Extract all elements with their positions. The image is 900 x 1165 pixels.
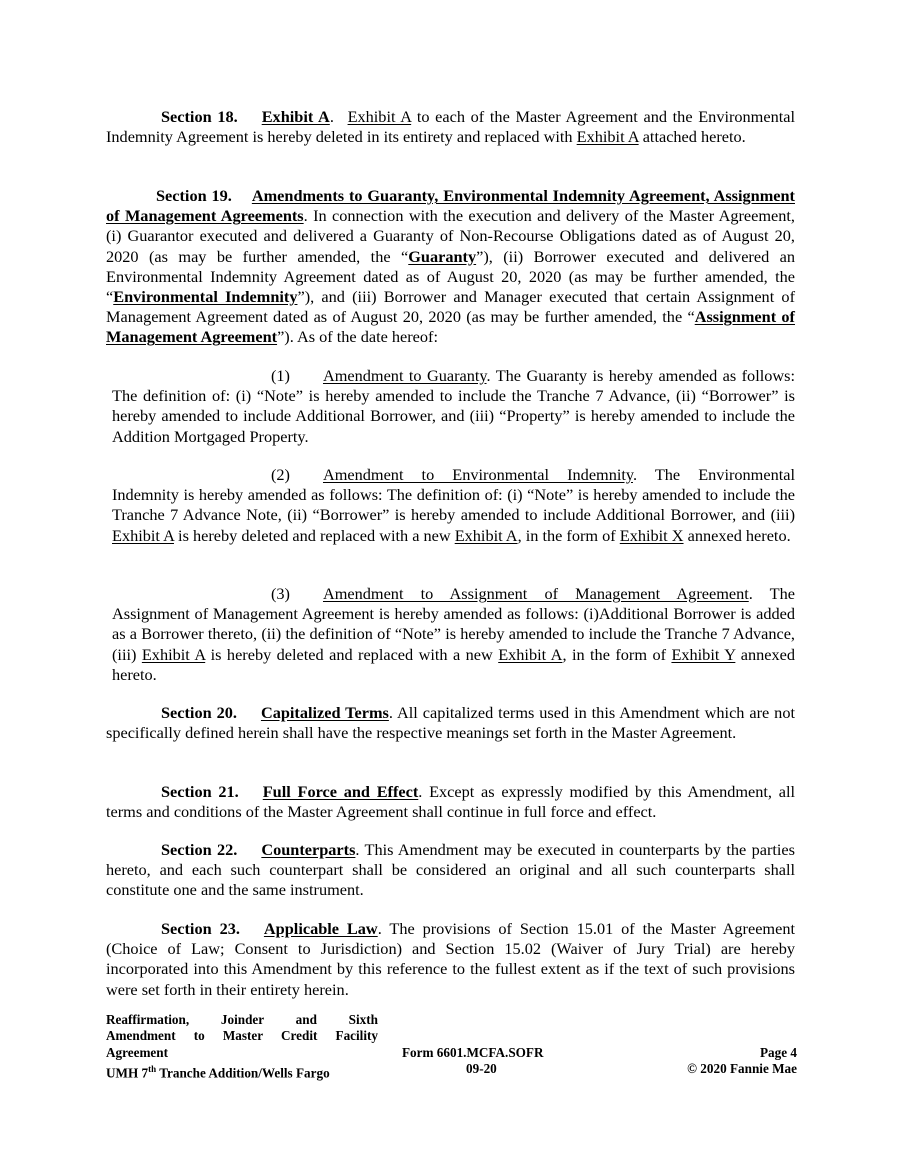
section-18-title: Exhibit A — [261, 107, 330, 126]
section-18-label: Section 18. — [161, 107, 238, 126]
item-title: Amendment to Guaranty — [322, 366, 487, 385]
section-19-title: Amendments to Guaranty, Environmental Indemnity Agreement, Assignment of Management Agreements — [106, 186, 795, 226]
section-23-label: Section 23. — [161, 919, 240, 938]
footer-document-title: Reaffirmation, Joinder and Sixth Amendment to Master Credit Facility Agreement UMH 7th Tranche Addition/Wells Fargo — [106, 1012, 381, 1082]
exhibit-a-ref: Exhibit A — [576, 127, 639, 147]
defined-term: Environmental Indemnity — [113, 287, 298, 307]
footer-deal-name: UMH 7th Tranche Addition/Wells Fargo — [106, 1063, 330, 1081]
exhibit-a-ref: Exhibit A — [347, 107, 412, 126]
section-19-item-3: (3) Amendment to Assignment of Management Agreement. The Assignment of Management Agreement is hereby amended as follows: (i)Additional Borrower is added as a Borrower thereto, (ii) the definition of “Note” is hereby amended to include the Tranche 7 Advance, (iii) Exhibit A is hereby deleted and replaced with a new Exhibit A, in the form of Exhibit Y annexed hereto. — [112, 584, 796, 684]
section-22-label: Section 22. — [161, 840, 238, 859]
footer-form-number: Form 6601.MCFA.SOFR — [402, 1044, 544, 1060]
section-23: Section 23. Applicable Law. The provisions of Section 15.01 of the Master Agreement (Choice of Law; Consent to Jurisdiction) and Section 15.02 (Waiver of Jury Trial) are hereby incorporated into this Amendment by this reference to the fullest extent as if the text of such provisions were set forth in their entirety herein. — [106, 919, 795, 999]
section-22-title: Counterparts — [261, 840, 356, 859]
item-title: Amendment to Assignment of Management Agreement — [322, 584, 749, 603]
section-21-label: Section 21. — [161, 782, 239, 801]
exhibit-ref: Exhibit A — [112, 525, 174, 545]
section-21: Section 21. Full Force and Effect. Except as expressly modified by this Amendment, all terms and conditions of the Master Agreement shall continue in full force and effect. — [106, 782, 795, 822]
footer-form-date: 09-20 — [466, 1060, 497, 1076]
page-number: Page 4 — [760, 1044, 797, 1060]
section-19: Section 19. Amendments to Guaranty, Environmental Indemnity Agreement, Assignment of Management Agreements. In connection with the execution and delivery of the Master Agreement, (i) Guarantor executed and delivered a Guaranty of Non-Recourse Obligations dated as of August 20, 2020 (as may be further amended, the “Guaranty”), (ii) Borrower executed and delivered an Environmental Indemnity Agreement dated as of August 20, 2020 (as may be further amended, the “Environmental Indemnity”), and (iii) Borrower and Manager executed that certain Assignment of Management Agreement dated as of August 20, 2020 (as may be further amended, the “Assignment of Management Agreement”). As of the date hereof: — [106, 186, 796, 347]
defined-term: Assignment of Management Agreement — [106, 307, 795, 347]
section-18: Section 18. Exhibit A. Exhibit A to each of the Master Agreement and the Environmental Indemnity Agreement is hereby deleted in its entirety and replaced with Exhibit A attached hereto. — [106, 107, 795, 147]
footer-copyright: © 2020 Fannie Mae — [687, 1060, 797, 1076]
section-20-title: Capitalized Terms — [260, 703, 389, 722]
defined-term: Guaranty — [408, 246, 477, 266]
footer-form-info — [402, 1045, 562, 1078]
exhibit-ref: Exhibit A — [498, 644, 563, 664]
exhibit-ref: Exhibit A — [454, 525, 518, 545]
exhibit-ref: Exhibit X — [619, 525, 684, 545]
exhibit-ref: Exhibit A — [141, 644, 206, 664]
section-20-label: Section 20. — [161, 703, 237, 722]
section-23-title: Applicable Law — [263, 919, 378, 938]
section-19-label: Section 19. — [156, 186, 232, 205]
footer-page-info — [640, 1045, 797, 1078]
exhibit-ref: Exhibit Y — [671, 644, 736, 664]
section-19-item-2: (2) Amendment to Environmental Indemnity. The Environmental Indemnity is hereby amended as follows: The definition of: (i) “Note” is hereby amended to include the Tranche 7 Advance Note, (ii) “Borrower” is hereby amended to include Additional Borrower, and (iii) Exhibit A is hereby deleted and replaced with a new Exhibit A, in the form of Exhibit X annexed hereto. — [112, 465, 795, 545]
section-20: Section 20. Capitalized Terms. All capitalized terms used in this Amendment which are not specifically defined herein shall have the respective meanings set forth in the Master Agreement. — [106, 703, 795, 743]
section-22: Section 22. Counterparts. This Amendment may be executed in counterparts by the parties hereto, and each such counterpart shall be considered an original and all such counterparts shall constitute one and the same instrument. — [106, 840, 795, 900]
section-21-title: Full Force and Effect — [262, 782, 419, 801]
item-title: Amendment to Environmental Indemnity — [322, 465, 633, 484]
section-19-item-1: (1) Amendment to Guaranty. The Guaranty is hereby amended as follows: The definition of: (i) “Note” is hereby amended to include the Tranche 7 Advance, (ii) “Borrower” is hereby amended to include Additional Borrower, and (iii) “Property” is hereby amended to include the Addition Mortgaged Property. — [112, 366, 796, 446]
